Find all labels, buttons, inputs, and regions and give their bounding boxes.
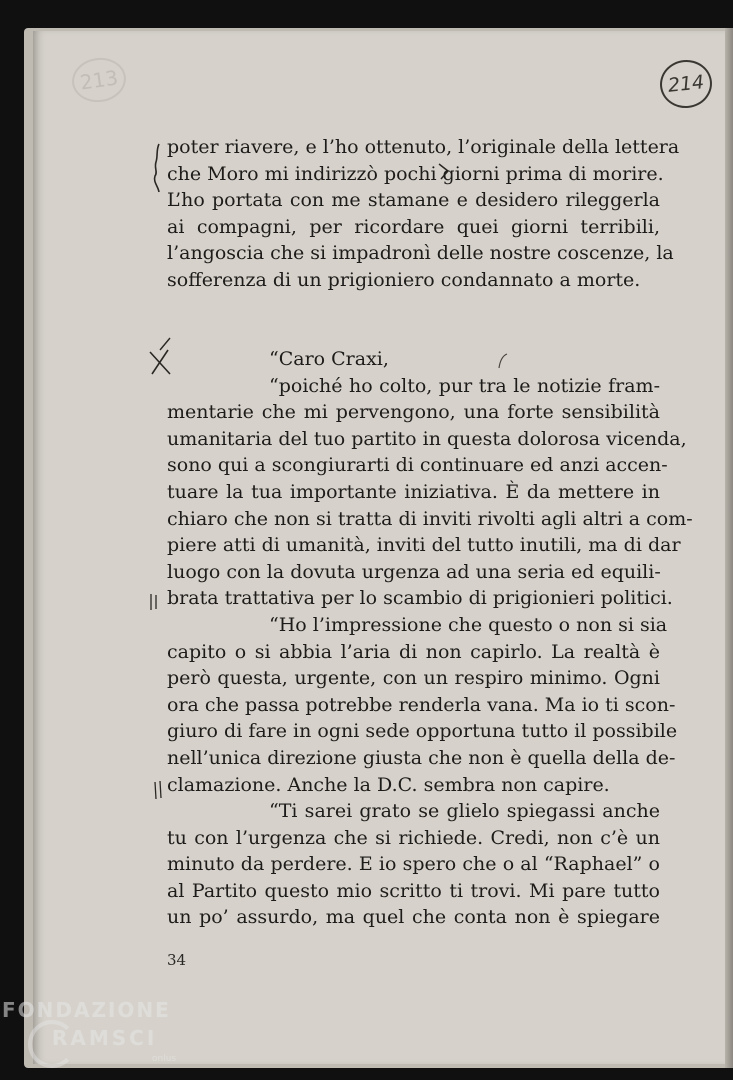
text-line: minuto da perdere. E io spero che o al “Raphael” o bbox=[167, 853, 660, 876]
text-line: clamazione. Anche la D.C. sembra non capire. bbox=[167, 773, 610, 796]
text-line: mentarie che mi pervengono, una forte sensibilità bbox=[167, 401, 660, 424]
fondazione-gramsci-watermark bbox=[2, 998, 222, 1078]
page-number: 34 bbox=[167, 951, 187, 969]
text-line: tu con l’urgenza che si richiede. Credi, non c’è un bbox=[167, 826, 660, 849]
text-line: sofferenza di un prigioniero condannato a morte. bbox=[167, 268, 641, 291]
watermark-line-1: FONDAZIONE bbox=[2, 998, 171, 1022]
text-line: che Moro mi indirizzò pochi giorni prima di morire. bbox=[167, 162, 664, 185]
text-line: chiaro che non si tratta di inviti rivolti agli altri a com- bbox=[167, 507, 693, 530]
text-line: luogo con la dovuta urgenza ad una seria ed equili- bbox=[167, 560, 661, 583]
text-line: brata trattativa per lo scambio di prigionieri politici. bbox=[167, 587, 673, 610]
watermark-tld: onlus bbox=[152, 1054, 177, 1064]
margin-double-tick-1 bbox=[148, 592, 160, 612]
text-line: “poiché ho colto, pur tra le notizie fram- bbox=[269, 374, 660, 397]
margin-double-tick-2 bbox=[152, 779, 164, 801]
text-line: “Ho l’impressione che questo o non si sia bbox=[269, 613, 668, 636]
text-line: ora che passa potrebbe renderla vana. Ma io ti scon- bbox=[167, 693, 676, 716]
text-line: capito o si abbia l’aria di non capirlo. La realtà è bbox=[167, 640, 660, 663]
letter-body bbox=[167, 373, 693, 931]
watermark-line-2: RAMSCI bbox=[52, 1026, 158, 1050]
text-line: nell’unica direzione giusta che non è quella della de- bbox=[167, 746, 676, 769]
text-line: “Ti sarei grato se glielo spiegassi anche bbox=[269, 800, 660, 823]
text-line: però questa, urgente, con un respiro minimo. Ogni bbox=[167, 667, 660, 690]
text-line: L’ho portata con me stamane e desidero rileggerla bbox=[167, 189, 660, 212]
text-line: umanitaria del tuo partito in questa dolorosa vicenda, bbox=[167, 427, 687, 450]
page-edge bbox=[725, 28, 733, 1068]
text-line: sono qui a scongiurarti di continuare ed anzi accen- bbox=[167, 454, 668, 477]
text-line: l’angoscia che si impadronì delle nostre coscenze, la bbox=[167, 242, 674, 265]
faint-archive-number: 213 bbox=[69, 54, 129, 105]
text-line: ai compagni, per ricordare quei giorni terribili, bbox=[167, 215, 660, 238]
text-line: piere atti di umanità, inviti del tutto inutili, ma di dar bbox=[167, 534, 681, 557]
text-line: tuare la tua importante iniziativa. È da mettere in bbox=[167, 480, 660, 503]
pencil-stroke-mark bbox=[496, 352, 510, 370]
text-line: al Partito questo mio scritto ti trovi. Mi pare tutto bbox=[167, 879, 660, 902]
text-line: un po’ assurdo, ma quel che conta non è spiegare bbox=[167, 906, 660, 929]
letter-salutation: “Caro Craxi, bbox=[269, 348, 389, 370]
text-line: poter riavere, e l’ho ottenuto, l’originale della lettera bbox=[167, 136, 680, 158]
text-line: giuro di fare in ogni sede opportuna tutto il possibile bbox=[167, 720, 678, 743]
archive-page-number: 214 bbox=[658, 57, 715, 110]
intro-paragraph bbox=[167, 134, 680, 294]
